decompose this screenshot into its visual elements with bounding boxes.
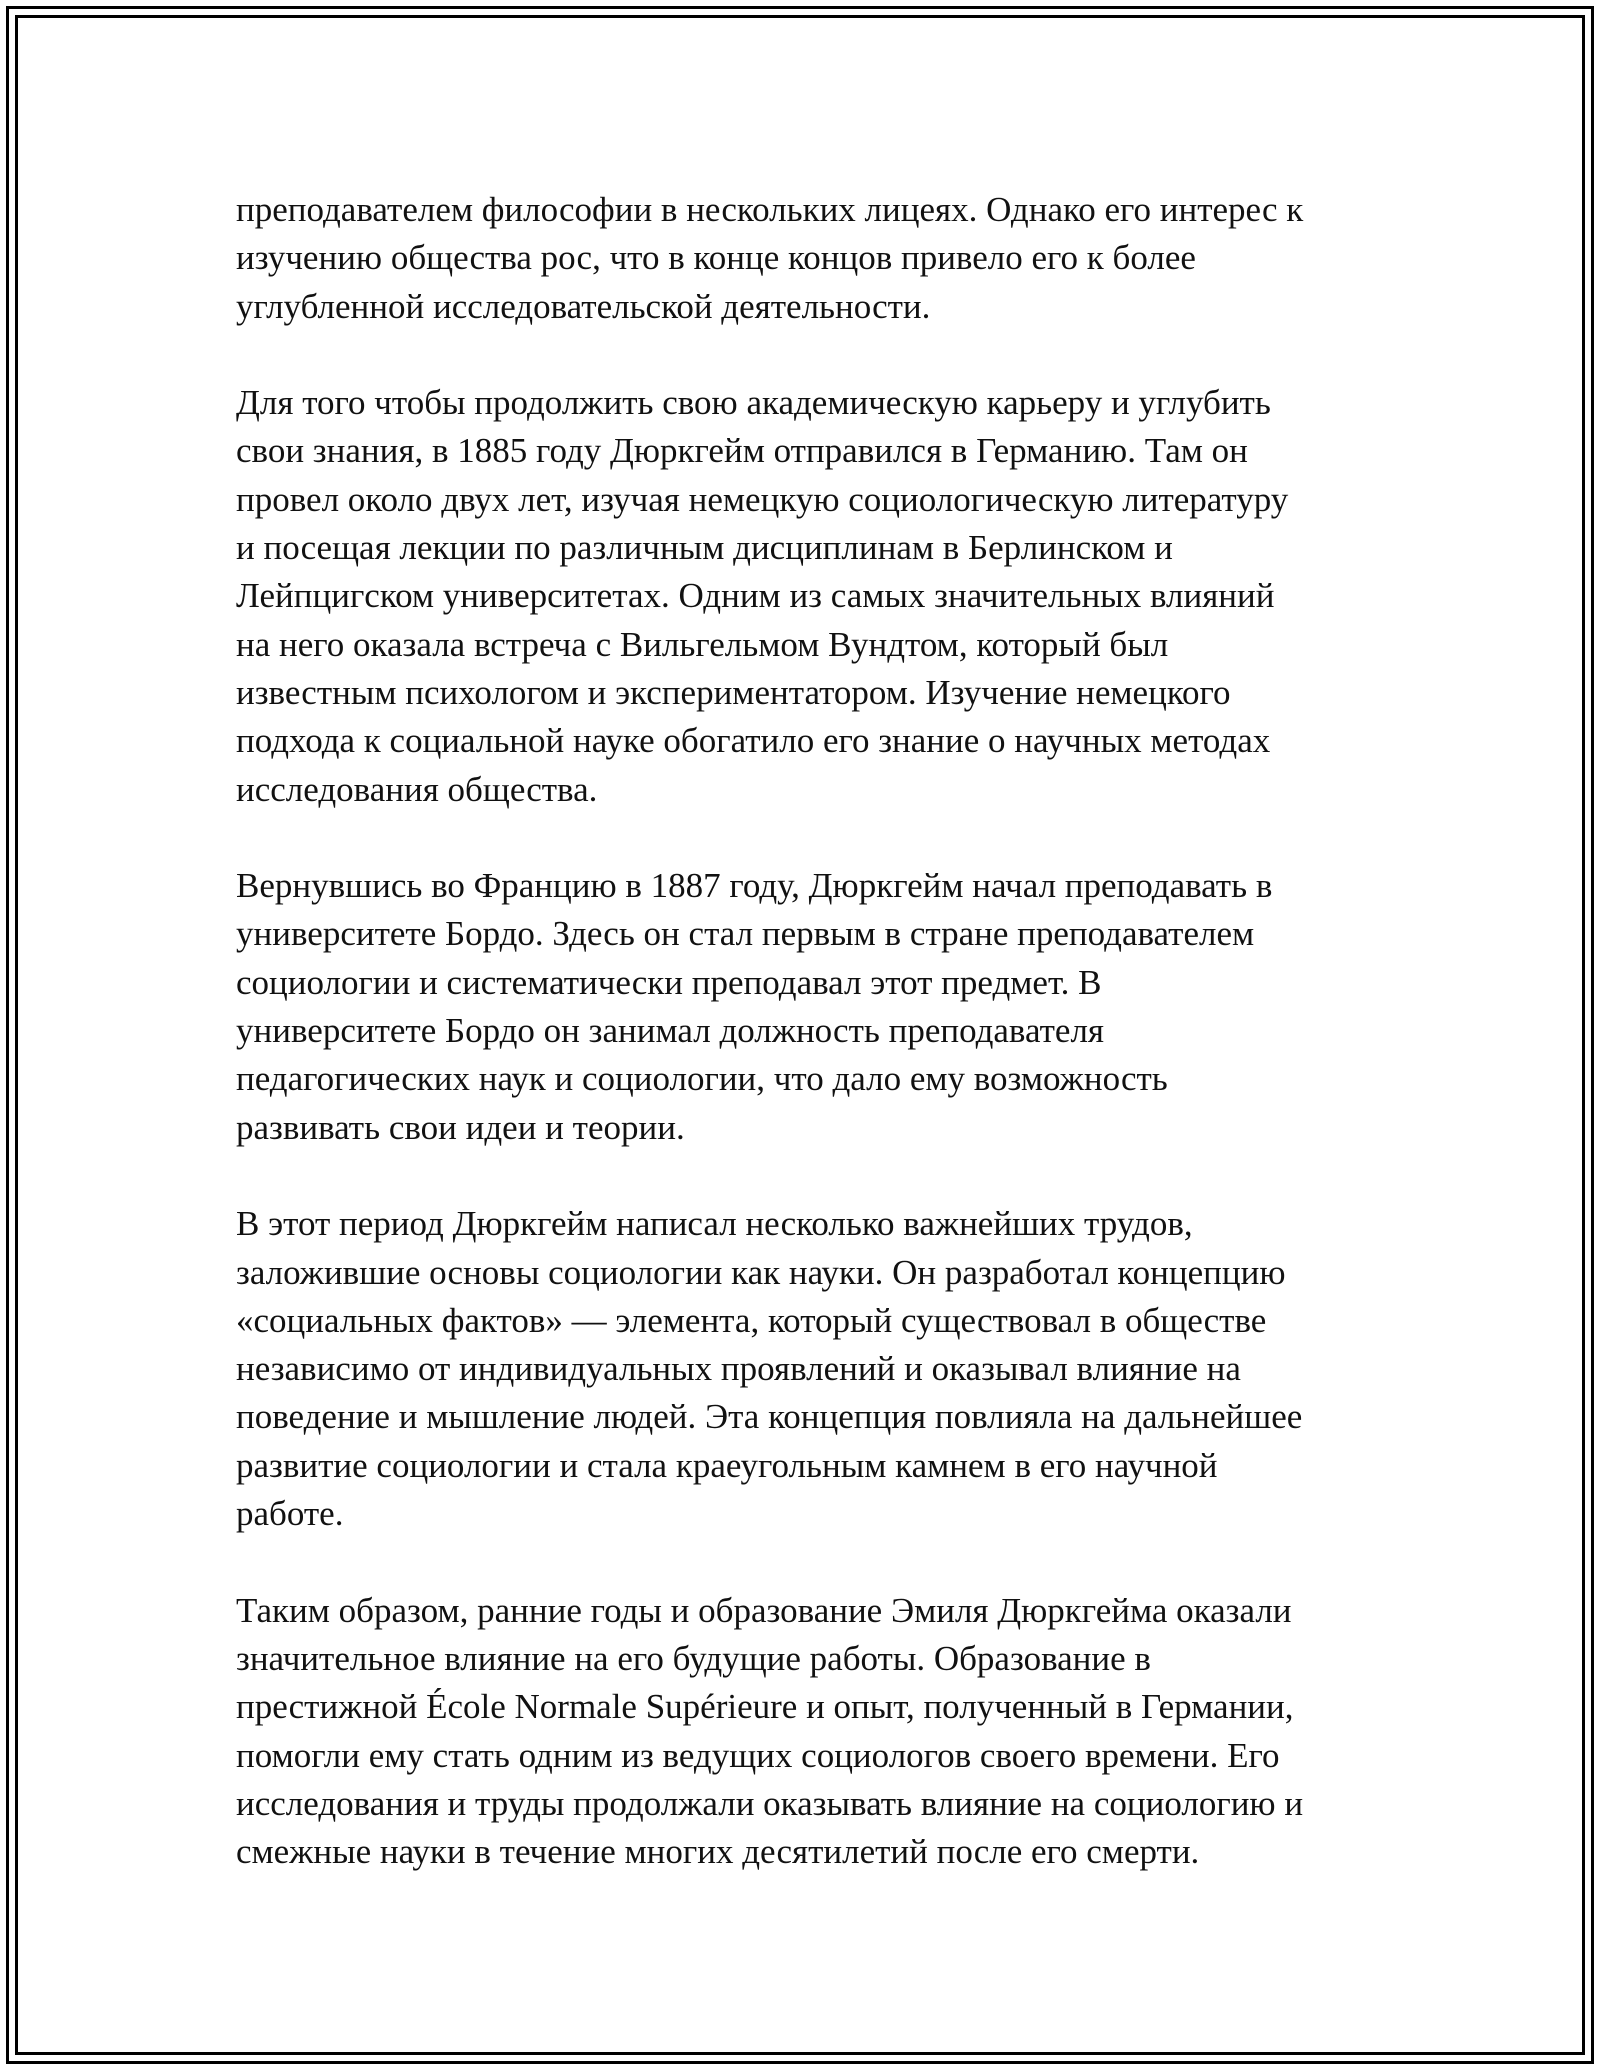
- text-line: углубленной исследовательской деятельности.: [236, 286, 931, 326]
- text-line: социологии и систематически преподавал этот предмет. В: [236, 962, 1102, 1002]
- paragraph-2: [236, 379, 1386, 814]
- text-line: престижной École Normale Supérieure и опыт, полученный в Германии,: [236, 1687, 1294, 1727]
- text-line: университете Бордо. Здесь он стал первым в стране преподавателем: [236, 914, 1255, 954]
- text-line: свои знания, в 1885 году Дюркгейм отправился в Германию. Там он: [236, 431, 1248, 471]
- document-body: [236, 186, 1386, 1925]
- text-line: смежные науки в течение многих десятилетий после его смерти.: [236, 1832, 1200, 1872]
- text-line: и посещая лекции по различным дисциплинам в Берлинском и: [236, 528, 1173, 568]
- text-line: исследования и труды продолжали оказывать влияние на социологию и: [236, 1783, 1304, 1823]
- text-line: заложившие основы социологии как науки. Он разработал концепцию: [236, 1252, 1286, 1292]
- text-line: «социальных фактов» — элемента, который существовал в обществе: [236, 1300, 1267, 1340]
- text-line: исследования общества.: [236, 769, 598, 809]
- text-line: университете Бордо он занимал должность преподавателя: [236, 1011, 1105, 1051]
- text-line: подхода к социальной науке обогатило его знание о научных методах: [236, 721, 1271, 761]
- text-line: В этот период Дюркгейм написал несколько важнейших трудов,: [236, 1204, 1193, 1244]
- text-line: изучению общества рос, что в конце концов привело его к более: [236, 238, 1196, 278]
- text-line: провел около двух лет, изучая немецкую социологическую литературу: [236, 479, 1289, 519]
- text-line: известным психологом и экспериментатором. Изучение немецкого: [236, 672, 1231, 712]
- paragraph-5: [236, 1587, 1386, 1877]
- paragraph-3: [236, 862, 1386, 1152]
- paragraph-4: [236, 1200, 1386, 1538]
- text-line: значительное влияние на его будущие работы. Образование в: [236, 1638, 1151, 1678]
- text-line: помогли ему стать одним из ведущих социологов своего времени. Его: [236, 1735, 1280, 1775]
- text-line: преподавателем философии в нескольких лицеях. Однако его интерес к: [236, 190, 1304, 229]
- text-line: развивать свои идеи и теории.: [236, 1107, 685, 1147]
- text-line: развитие социологии и стала краеугольным камнем в его научной: [236, 1445, 1218, 1485]
- text-line: Таким образом, ранние годы и образование Эмиля Дюркгейма оказали: [236, 1590, 1292, 1630]
- text-line: Вернувшись во Францию в 1887 году, Дюркгейм начал преподавать в: [236, 866, 1273, 906]
- paragraph-1: [236, 186, 1386, 331]
- text-line: Лейпцигском университетах. Одним из самых значительных влияний: [236, 576, 1275, 616]
- text-line: независимо от индивидуальных проявлений и оказывал влияние на: [236, 1349, 1241, 1389]
- text-line: поведение и мышление людей. Эта концепция повлияла на дальнейшее: [236, 1397, 1303, 1437]
- text-line: педагогических наук и социологии, что дало ему возможность: [236, 1059, 1168, 1099]
- text-line: Для того чтобы продолжить свою академическую карьеру и углубить: [236, 383, 1271, 423]
- text-line: работе.: [236, 1494, 344, 1534]
- text-line: на него оказала встреча с Вильгельмом Вундтом, который был: [236, 624, 1169, 664]
